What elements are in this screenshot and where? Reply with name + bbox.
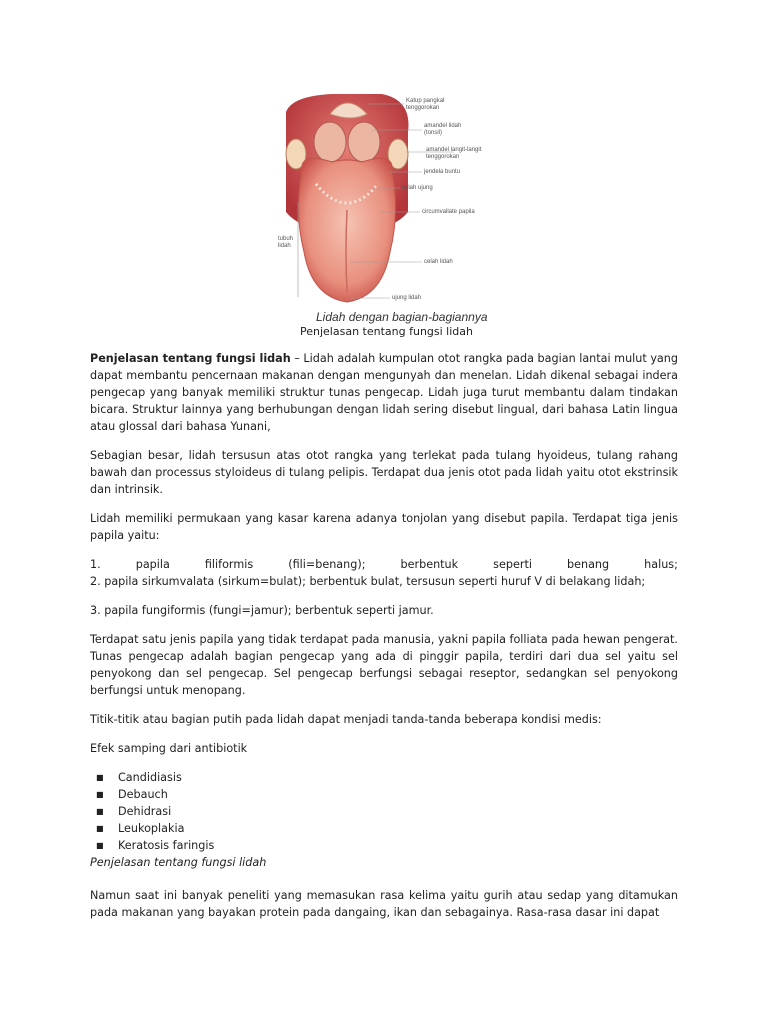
bullet-icon: ■ — [96, 773, 104, 782]
intro-text: – Lidah adalah kumpulan otot rangka pada bagian lantai mulut yang dapat membantu pencernaan makanan dengan mengunyah dan menelan. Lidah dikenal sebagai indera pengecap yang banyak memiliki struktur tunas pengecap. Lidah juga turut membantu dalam tindakan bicara. Struktur lainnya yang berhubungan dengan lidah sering disebut lingual, dari bahasa Latin lingua atau glossal dari bahasa Yunani, — [90, 352, 678, 433]
article-body — [90, 350, 678, 933]
list-item: ■ Keratosis faringis — [96, 839, 215, 852]
list-item: ■ Debauch — [96, 788, 168, 801]
paragraph-2: Sebagian besar, lidah tersusun atas otot rangka yang terlekat pada tulang hyoideus, tulang rahang bawah dan processus styloideus di tulang pelipis. Terdapat dua jenis otot pada lidah yaitu otot ekstrinsik dan intrinsik. — [90, 449, 678, 496]
inline-caption: Penjelasan tentang fungsi lidah — [90, 856, 267, 869]
label-celah-lidah: celah lidah — [424, 259, 453, 265]
paragraph-3: Lidah memiliki permukaan yang kasar karena adanya tonjolan yang disebut papila. Terdapat tiga jenis papila yaitu: — [90, 512, 678, 542]
list-item-2: 2. papila sirkumvalata (sirkum=bulat); berbentuk bulat, tersusun seperti huruf V di belakang lidah; — [90, 575, 646, 588]
figure-title: Lidah dengan bagian-bagiannya — [316, 310, 488, 324]
paragraph-4: Terdapat satu jenis papila yang tidak terdapat pada manusia, yakni papila folliata pada hewan pengerat. Tunas pengecap adalah bagian pengecap yang ada di pinggir papila, terdiri dari dua sel yaitu sel penyokong dan sel pengecap. Sel pengecap berfungsi sebagai reseptor, sedangkan sel penyokong berfungsi untuk menopang. — [90, 633, 678, 697]
list-item-3: 3. papila fungiformis (fungi=jamur); berbentuk seperti jamur. — [90, 604, 434, 617]
label-amandel: amandel lidah (tonsil) — [424, 123, 462, 136]
label-jendela: jendela buntu — [424, 169, 461, 175]
label-ujung: ujung lidah — [392, 295, 422, 301]
list-item-1: 1. papila filiformis (fili=benang); berbentuk seperti benang halus; — [90, 558, 678, 571]
label-celah-ujung: celah ujung — [402, 185, 433, 191]
label-tubuh: tubuh lidah — [278, 236, 294, 249]
label-katup: Katup pangkal tenggorokan — [406, 98, 445, 111]
label-circumvallate: circumvallate papila — [422, 209, 475, 215]
bullet-icon: ■ — [96, 807, 104, 816]
list-item: ■ Candidiasis — [96, 771, 182, 784]
bullet-icon: ■ — [96, 841, 104, 850]
label-amandel-langit: amandel langit-langit tenggorokan — [426, 147, 482, 160]
bullet-list — [90, 769, 678, 854]
paragraph-6: Efek samping dari antibiotik — [90, 742, 248, 755]
papila-list — [90, 556, 678, 590]
paragraph-5: Titik-titik atau bagian putih pada lidah dapat menjadi tanda-tanda beberapa kondisi medis: — [90, 713, 602, 726]
list-item: ■ Leukoplakia — [96, 822, 185, 835]
tongue-figure — [272, 92, 504, 326]
paragraph-7: Namun saat ini banyak peneliti yang memasukan rasa kelima yaitu gurih atau sedap yang ditamukan pada makanan yang bayakan protein pada dangaing, ikan dan sebagainya. Rasa-rasa dasar ini dapat — [90, 889, 678, 919]
intro-paragraph — [90, 350, 678, 435]
figure-caption: Penjelasan tentang fungsi lidah — [300, 325, 473, 338]
intro-lead: Penjelasan tentang fungsi lidah — [90, 352, 291, 365]
bullet-icon: ■ — [96, 790, 104, 799]
list-item: ■ Dehidrasi — [96, 805, 172, 818]
bullet-icon: ■ — [96, 824, 104, 833]
